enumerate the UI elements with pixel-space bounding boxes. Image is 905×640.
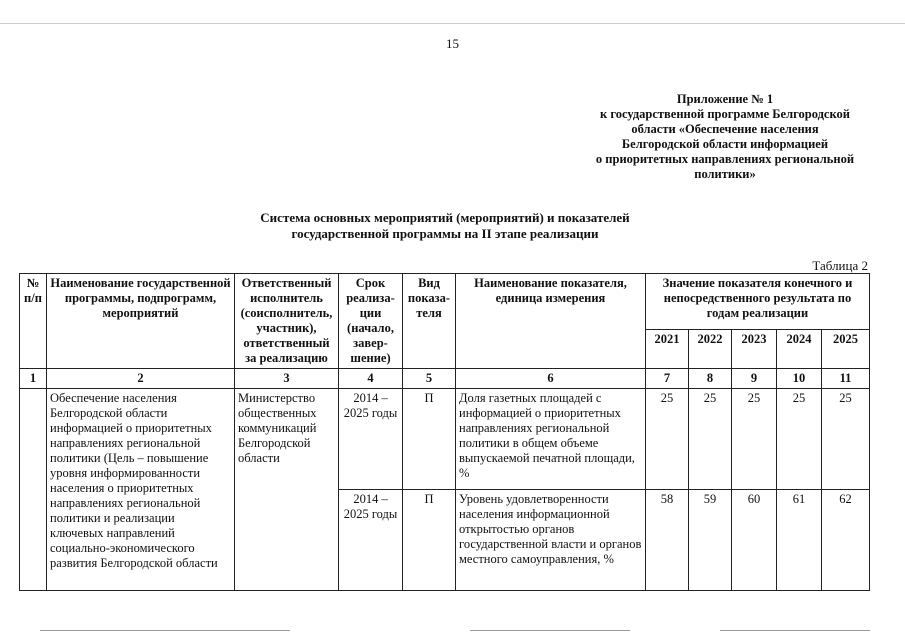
value-cell: 62 [822, 490, 870, 591]
header-name: Наименование государственной программы, подпрограмм, мероприятий [47, 274, 235, 369]
header-num: № п/п [20, 274, 47, 369]
header-year: 2023 [732, 329, 777, 368]
column-number: 1 [20, 369, 47, 389]
header-row [20, 274, 870, 330]
indicator-name-cell: Доля газетных площадей с информацией о приоритетных направлениях региональной политики в общем объеме выпускаемой печатной площади, % [456, 389, 646, 490]
header-year: 2021 [646, 329, 689, 368]
column-number: 10 [777, 369, 822, 389]
value-cell: 25 [822, 389, 870, 490]
header-term: Срок реализа- ции (начало, завер- шение) [339, 274, 403, 369]
value-cell: 58 [646, 490, 689, 591]
value-cell: 25 [777, 389, 822, 490]
column-number: 3 [235, 369, 339, 389]
column-number-row [20, 369, 870, 389]
header-values-group: Значение показателя конечного и непосредственного результата по годам реализации [646, 274, 870, 330]
appendix-line: Приложение № 1 [676, 92, 774, 106]
header-year: 2025 [822, 329, 870, 368]
appendix-line: области «Обеспечение населения [631, 122, 819, 136]
column-number: 6 [456, 369, 646, 389]
column-number: 8 [689, 369, 732, 389]
page-number: 15 [446, 36, 459, 51]
value-cell: 25 [732, 389, 777, 490]
value-cell: 25 [689, 389, 732, 490]
column-number: 2 [47, 369, 235, 389]
header-indicator: Наименование показателя, единица измерения [456, 274, 646, 369]
indicator-type-cell: П [403, 490, 456, 591]
document-title-line: государственной программы на II этапе реализации [291, 226, 599, 241]
header-year: 2024 [777, 329, 822, 368]
column-number: 5 [403, 369, 456, 389]
program-executor-cell: Министерство общественных коммуникаций Белгородской области [235, 389, 339, 591]
column-number: 9 [732, 369, 777, 389]
scan-edge-line [470, 630, 630, 631]
value-cell: 60 [732, 490, 777, 591]
indicator-type-cell: П [403, 389, 456, 490]
header-rule [0, 23, 905, 24]
appendix-line: о приоритетных направлениях региональной [595, 152, 855, 166]
appendix-line: к государственной программе Белгородской [600, 107, 850, 121]
appendix-line: Белгородской области информацией [621, 137, 829, 151]
indicator-name-cell: Уровень удовлетворенности населения информационной открытостью органов государственной власти и органов местного самоуправления, % [456, 490, 646, 591]
scan-edge-line [720, 630, 870, 631]
header-type: Вид показа- теля [403, 274, 456, 369]
column-number: 7 [646, 369, 689, 389]
header-executor: Ответственный исполнитель (соисполнитель, участник), ответственный за реализацию [235, 274, 339, 369]
value-cell: 59 [689, 490, 732, 591]
column-number: 4 [339, 369, 403, 389]
term-cell: 2014 – 2025 годы [339, 389, 403, 490]
program-num-cell [20, 389, 47, 591]
appendix-line: политики» [694, 167, 756, 181]
term-cell: 2014 – 2025 годы [339, 490, 403, 591]
table-row [20, 389, 870, 490]
value-cell: 25 [646, 389, 689, 490]
value-cell: 61 [777, 490, 822, 591]
appendix-block [560, 92, 890, 182]
scan-edge-line [40, 630, 290, 631]
measures-table [19, 273, 870, 591]
table-label: Таблица 2 [812, 258, 868, 273]
document-title [190, 210, 700, 242]
document-title-line: Система основных мероприятий (мероприятий) и показателей [260, 210, 630, 225]
column-number: 11 [822, 369, 870, 389]
program-name-cell: Обеспечение населения Белгородской области информацией о приоритетных направлениях региональной политики (Цель – повышение уровня информированности населения о приоритетных направлениях региональной политики и реализации ключевых направлений социально-экономического развития Белгородской области [47, 389, 235, 591]
header-year: 2022 [689, 329, 732, 368]
